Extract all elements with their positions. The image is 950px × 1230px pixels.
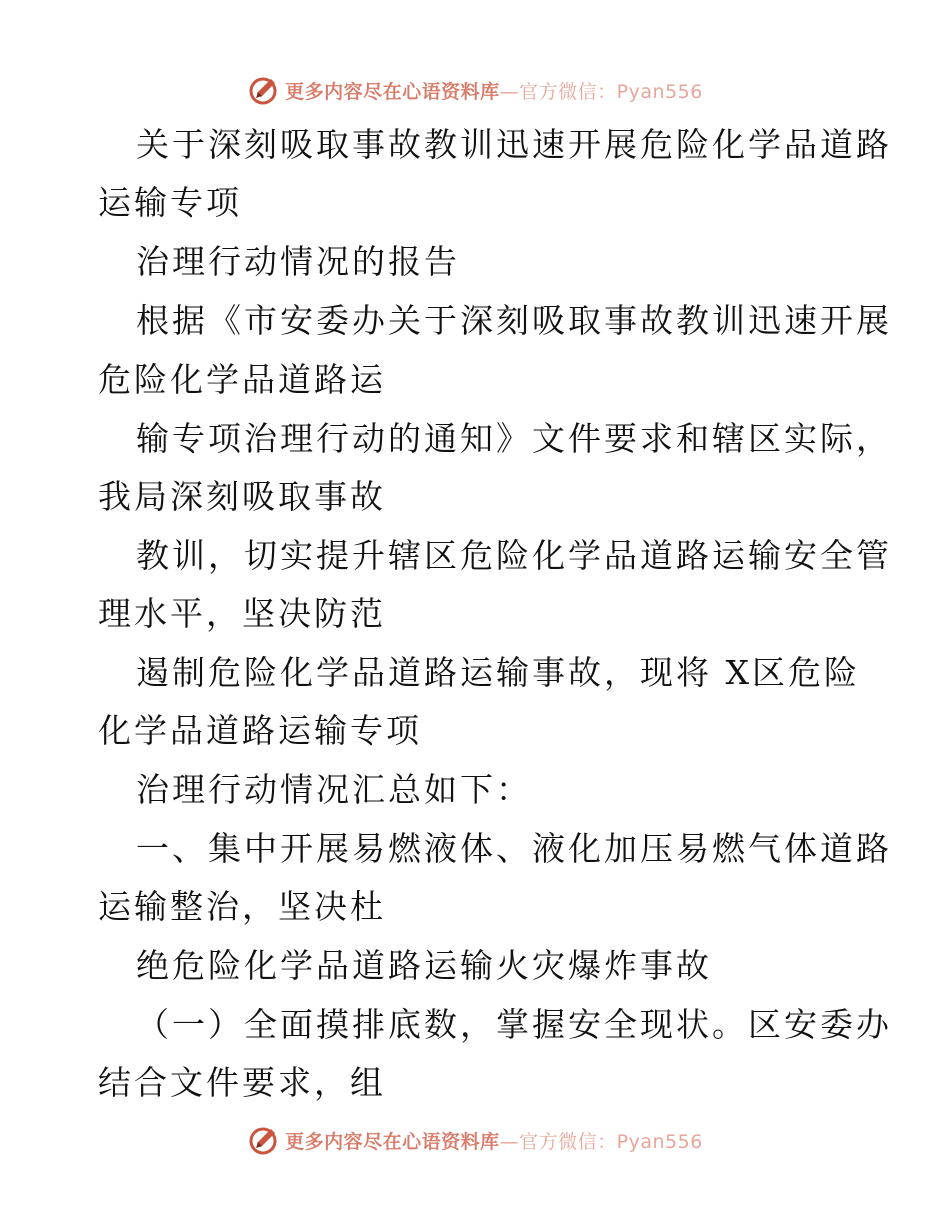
- paragraph-line: 我局深刻吸取事故: [98, 477, 386, 516]
- subsection-line: （一）全面摸排底数，掌握安全现状。区安委办: [136, 1005, 892, 1044]
- subtitle-line: 治理行动情况的报告: [136, 242, 460, 281]
- paragraph-line: 输专项治理行动的通知》文件要求和辖区实际，: [136, 419, 892, 458]
- paragraph-line: 遏制危险化学品道路运输事故，现将 X区危险: [136, 653, 860, 692]
- paragraph-line: 理水平，坚决防范: [98, 594, 386, 633]
- title-line-1: 关于深刻吸取事故教训迅速开展危险化学品道路: [136, 125, 892, 164]
- paragraph-line: 治理行动情况汇总如下：: [136, 770, 532, 809]
- watermark-text: 更多内容尽在心语资料库—官方微信：Pyan556: [285, 80, 703, 103]
- watermark-text: 更多内容尽在心语资料库—官方微信：Pyan556: [285, 1130, 703, 1153]
- title-line-2: 运输专项: [98, 183, 242, 222]
- paragraph-line: 化学品道路运输专项: [98, 711, 422, 750]
- footer-watermark: [0, 1120, 950, 1160]
- section-heading-line: 一、集中开展易燃液体、液化加压易燃气体道路: [136, 829, 892, 868]
- section-heading-line: 绝危险化学品道路运输火灾爆炸事故: [136, 946, 712, 985]
- section-heading-line: 运输整治，坚决杜: [98, 887, 386, 926]
- pen-nib-circle-icon: [247, 1123, 281, 1157]
- subsection-line: 结合文件要求，组: [98, 1063, 386, 1102]
- paragraph-line: 教训，切实提升辖区危险化学品道路运输安全管: [136, 536, 892, 575]
- paragraph-line: 危险化学品道路运: [98, 360, 386, 399]
- paragraph-line: 根据《市安委办关于深刻吸取事故教训迅速开展: [136, 301, 892, 340]
